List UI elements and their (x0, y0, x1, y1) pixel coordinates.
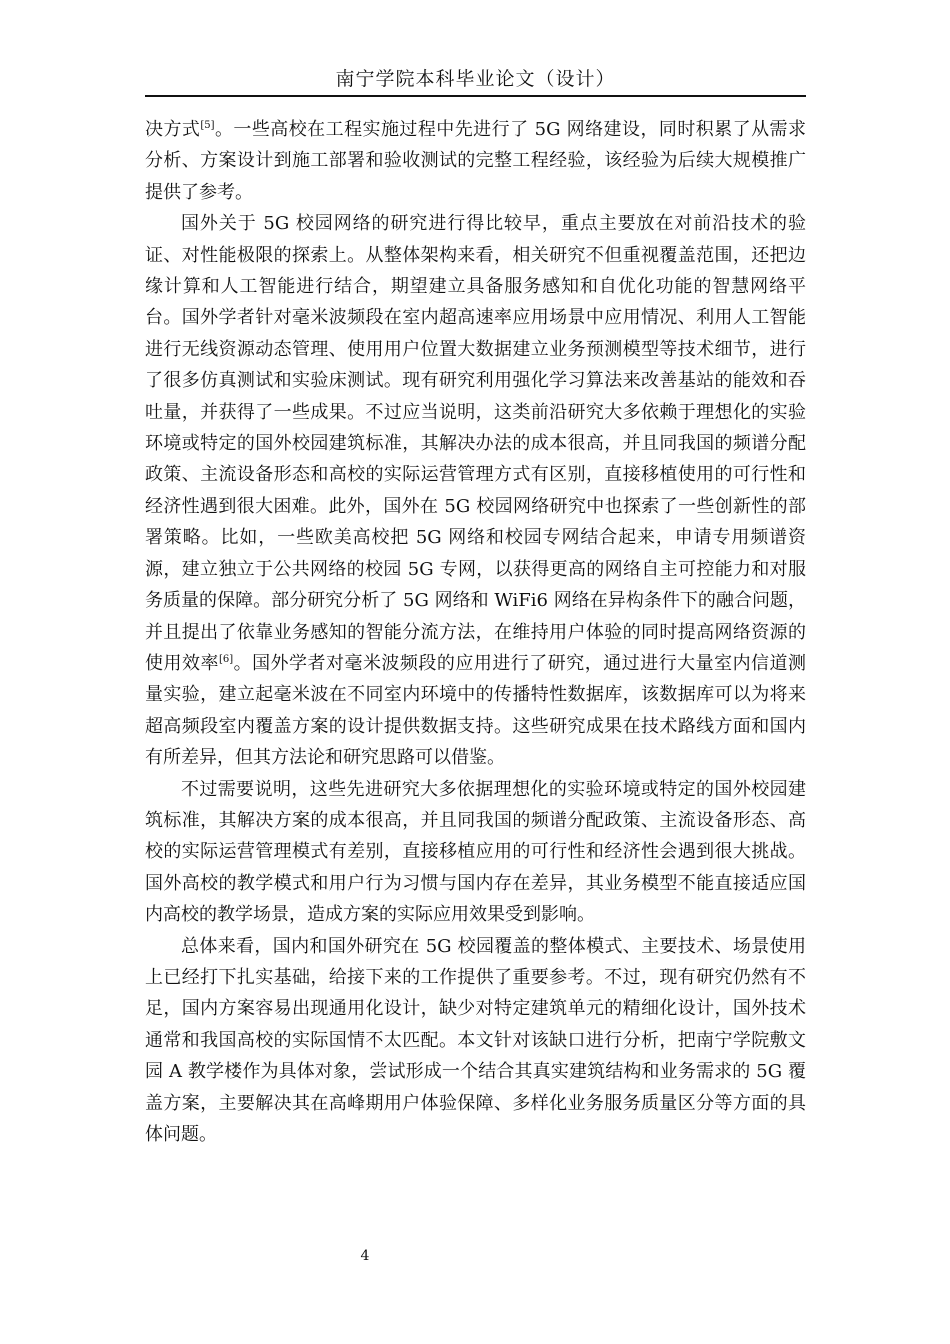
paragraph-4: 总体来看，国内和国外研究在 5G 校园覆盖的整体模式、主要技术、场景使用上已经打下扎实基础，给接下来的工作提供了重要参考。不过，现有研究仍然有不足，国内方案容易出现通用化设计，缺少对特定建筑单元的精细化设计，国外技术通常和我国高校的实际国情不太匹配。本文针对该缺口进行分析，把南宁学院敷文园 A 教学楼作为具体对象，尝试形成一个结合其真实建筑结构和业务需求的 5G 覆盖方案，主要解决其在高峰期用户体验保障、多样化业务服务质量区分等方面的具体问题。 (145, 935, 806, 1145)
paragraph-2-text-a: 国外关于 5G 校园网络的研究进行得比较早，重点主要放在对前沿技术的验证、对性能极限的探索上。从整体架构来看，相关研究不但重视覆盖范围，还把边缘计算和人工智能进行结合，期望建立具备服务感知和自优化功能的智慧网络平台。国外学者针对毫米波频段在室内超高速率应用场景中应用情况、利用人工智能进行无线资源动态管理、使用用户位置大数据建立业务预测模型等技术细节，进行了很多仿真测试和实验床测试。现有研究利用强化学习算法来改善基站的能效和吞吐量，并获得了一些成果。不过应当说明，这类前沿研究大多依赖于理想化的实验环境或特定的国外校园建筑标准，其解决办法的成本很高，并且同我国的频谱分配政策、主流设备形态和高校的实际运营管理方式有区别，直接移植使用的可行性和经济性遇到很大困难。此外，国外在 5G 校园网络研究中也探索了一些创新性的部署策略。比如，一些欧美高校把 5G 网络和校园专网结合起来，申请专用频谱资源，建立独立于公共网络的校园 5G 专网，以获得更高的网络自主可控能力和对服务质量的保障。部分研究分析了 5G 网络和 WiFi6 网络在异构条件下的融合问题，并且提出了依靠业务感知的智能分流方法，在维持用户体验的同时提高网络资源的使用效率 (145, 213, 806, 674)
header-rule (145, 95, 806, 97)
paragraph-1-text-a: 决方式 (145, 119, 201, 140)
paragraph-1-text-b: 。一些高校在工程实施过程中先进行了 5G 网络建设，同时积累了从需求分析、方案设计到施工部署和验收测试的完整工程经验，该经验为后续大规模推广提供了参考。 (145, 119, 807, 203)
citation-6: [6] (218, 653, 234, 665)
page-number: 4 (360, 1248, 370, 1264)
page-header-title: 南宁学院本科毕业论文（设计） (335, 68, 616, 90)
paragraph-1 (145, 114, 806, 208)
paragraph-2 (145, 208, 806, 773)
citation-5: [5] (200, 120, 215, 131)
paragraph-2-text-b: 。国外学者对毫米波频段的应用进行了研究，通过进行大量室内信道测量实验，建立起毫米波在不同室内环境中的传播特性数据库，该数据库可以为将来超高频段室内覆盖方案的设计提供数据支持。这些研究成果在技术路线方面和国内有所差异，但其方法论和研究思路可以借鉴。 (145, 652, 807, 769)
paragraph-3: 不过需要说明，这些先进研究大多依据理想化的实验环境或特定的国外校园建筑标准，其解决方案的成本很高，并且同我国的频谱分配政策、主流设备形态、高校的实际运营管理模式有差别，直接移植应用的可行性和经济性会遇到很大挑战。国外高校的教学模式和用户行为习惯与国内存在差异，其业务模型不能直接适应国内高校的教学场景，造成方案的实际应用效果受到影响。 (145, 778, 806, 926)
body-text (145, 114, 806, 1150)
